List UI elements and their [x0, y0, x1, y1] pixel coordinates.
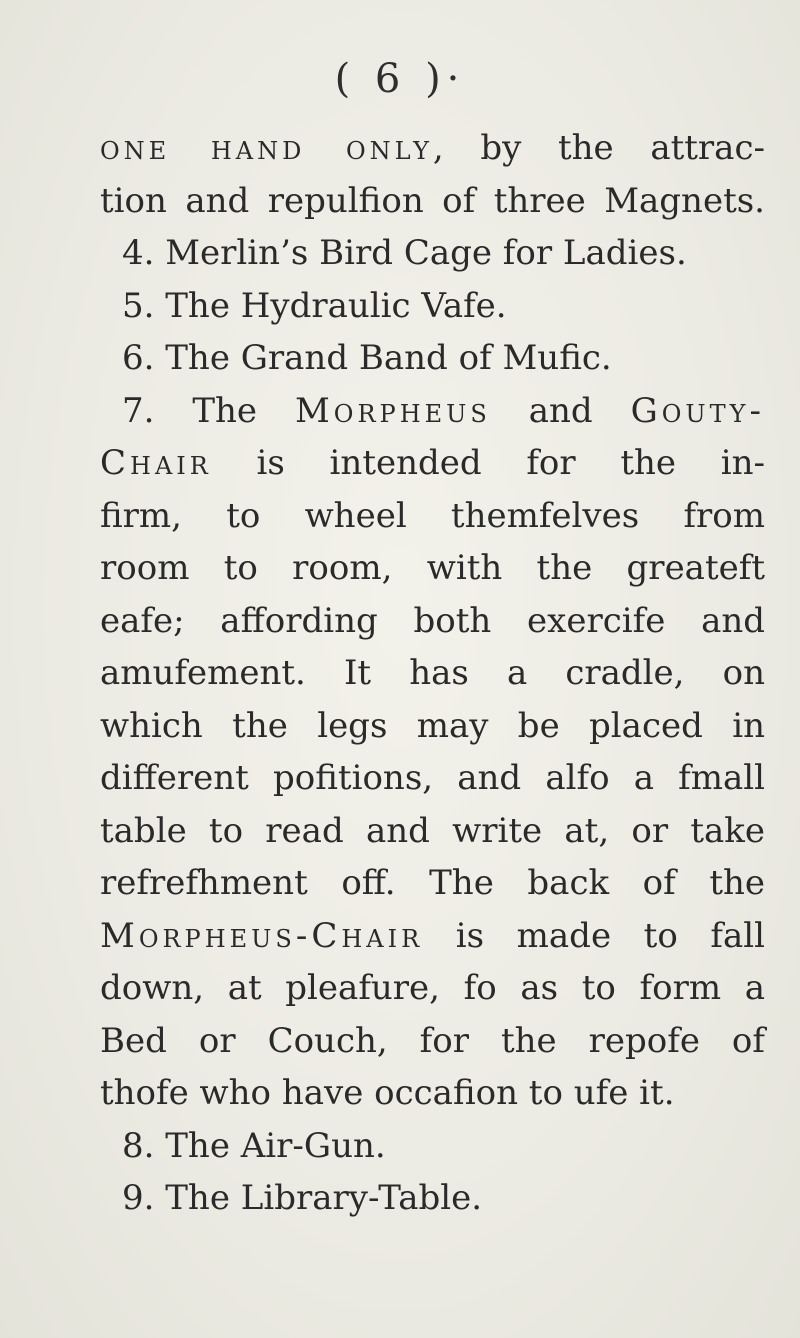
list-item: 6. The Grand Band of Mufic. [122, 338, 612, 378]
list-item: 5. The Hydraulic Vafe. [122, 285, 507, 326]
text-line: Morpheus-Chair is made to fall [100, 915, 765, 956]
list-item: 7. The Morpheus and Gouty- [122, 390, 765, 431]
small-caps-phrase: Morpheus-Chair [100, 915, 424, 956]
small-caps-phrase: Chair [100, 443, 212, 483]
list-item: 9. The Library-Table. [122, 1178, 483, 1218]
list-item: 8. The Air-Gun. [122, 1125, 386, 1166]
text-line: thofe who have occafion to ufe it. [100, 1073, 675, 1113]
text-line: different pofitions, and alfo a fmall [100, 758, 765, 798]
text-line: table to read and write at, or take [100, 810, 765, 851]
text-line: down, at pleafure, fo as to form a [100, 968, 765, 1008]
text-line: room to room, with the greateft [100, 548, 765, 588]
list-item: 4. Merlin’s Bird Cage for Ladies. [122, 233, 687, 273]
body-text [100, 122, 765, 1225]
text-line: eafe; affording both exercife and [100, 600, 765, 641]
text-line: Bed or Couch, for the repofe of [100, 1020, 765, 1061]
text-line: amufement. It has a cradle, on [100, 653, 765, 693]
small-caps-phrase: Gouty- [630, 390, 765, 431]
page-number: ( 6 )· [334, 56, 466, 102]
small-caps-phrase: Morpheus [294, 390, 491, 431]
text-line: tion and repulfion of three Magnets. [100, 180, 765, 221]
text-line: one hand only, by the attrac- [100, 128, 765, 168]
small-caps-phrase: one hand only [100, 128, 433, 168]
text-line: which the legs may be placed in [100, 705, 765, 746]
text-line: Chair is intended for the in- [100, 443, 765, 483]
text-line: refrefhment off. The back of the [100, 863, 765, 903]
text-line: firm, to wheel themfelves from [100, 495, 765, 536]
